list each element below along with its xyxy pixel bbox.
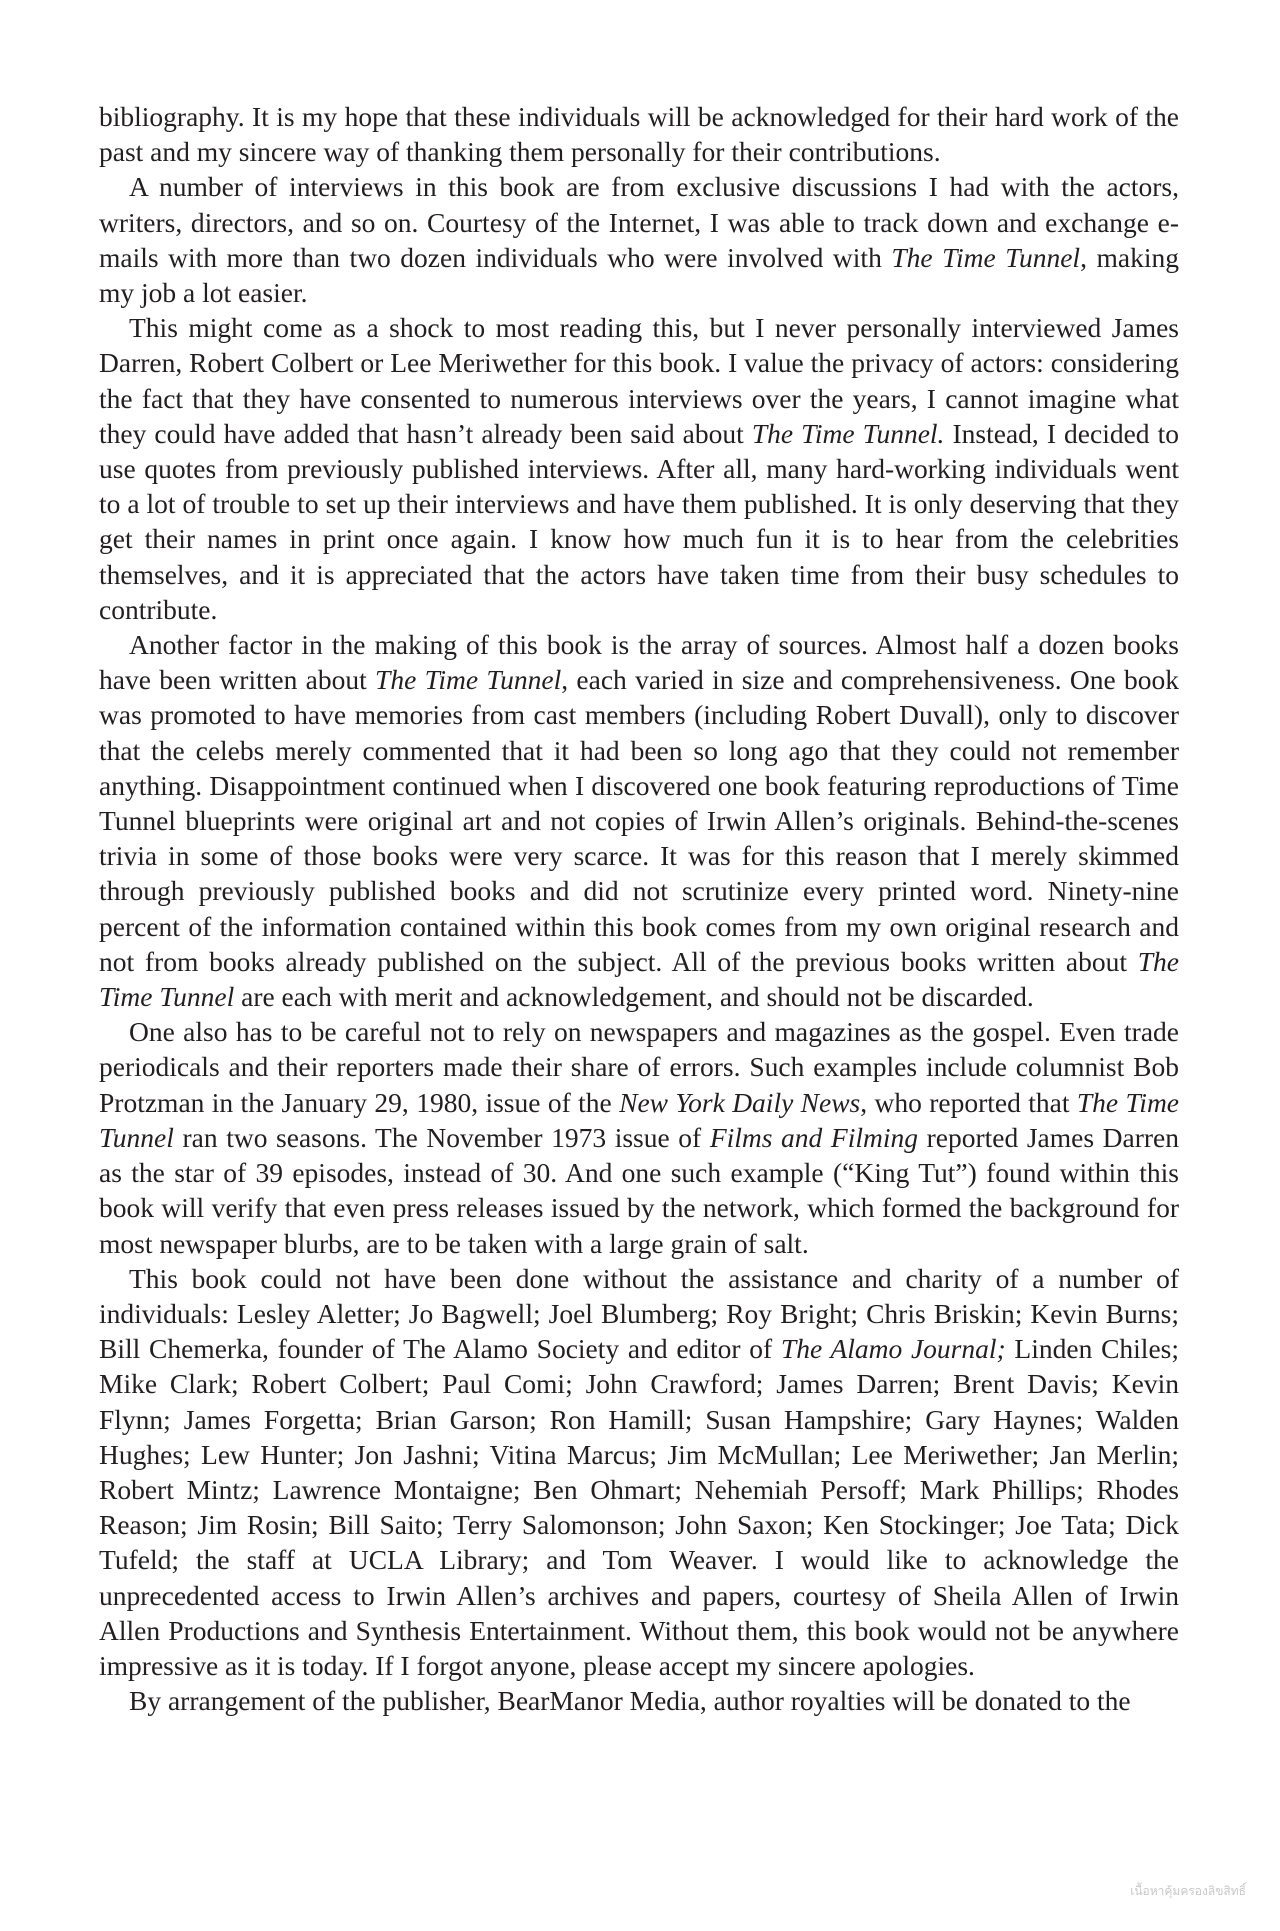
paragraph-0 [99,99,1179,169]
paragraph-3 [99,627,1179,1014]
text-run: This might come as a shock to most reading this, but I never personally interviewed James Darren, Robert Colbert or Lee Meriwether for this book. I value the privacy of actors: considering the fact that they have consented to numerous interviews over the years, I cannot imagine what they could have added that hasn’t already been said about [99,312,1179,449]
italic-title: The Time Tunnel [891,241,1081,273]
paragraph-6 [99,1683,1179,1718]
text-run: A number of interviews in this book are from exclusive discussions I had with the actors, writers, directors, and so on. Courtesy of the Internet, I was able to track down and exchange e-mails with more than two dozen individuals who were involved with [99,171,1179,273]
italic-title: The Time Tunnel [375,664,562,696]
text-run: are each with merit and acknowledgement, and should not be discarded. [234,981,1034,1013]
text-run: Another factor in the making of this book is the array of sources. Almost half a dozen books have been written about [99,629,1179,696]
text-run: By arrangement of the publisher, BearManor Media, author royalties will be donated to the [129,1685,1131,1717]
page-body [99,99,1179,1718]
text-run: Instead, I decided to use quotes from previously published interviews. After all, many hard-working individuals went to a lot of trouble to set up their interviews and have them published. It is only deserving that they get their names in print once again. I know how much fun it is to hear from the celebrities themselves, and it is appreciated that the actors have taken time from their busy schedules to contribute. [99,417,1180,625]
text-run: Linden Chiles; Mike Clark; Robert Colbert; Paul Comi; John Crawford; James Darren; Brent Davis; Kevin Flynn; James Forgetta; Brian Garson; Ron Hamill; Susan Hampshire; Gary Haynes; Walden Hughes; Lew Hunter; Jon Jashni; Vitina Marcus; Jim McMullan; Lee Meriwether; Jan Merlin; Robert Mintz; Lawrence Montaigne; Ben Ohmart; Nehemiah Persoff; Mark Phillips; Rhodes Reason; Jim Rosin; Bill Saito; Terry Salomonson; John Saxon; Ken Stockinger; Joe Tata; Dick Tufeld; the staff at UCLA Library; and Tom Weaver. I would like to acknowledge the unprecedented access to Irwin Allen’s archives and papers, courtesy of Sheila Allen of Irwin Allen Productions and Synthesis Entertainment. Without them, this book would not be anywhere impressive as it is today. If I forgot anyone, please accept my sincere apologies. [99,1333,1179,1681]
text-run: reported James Darren as the star of 39 episodes, instead of 30. And one such example (“King Tut”) found within this book will verify that even press releases issued by the network, which formed the background for most newspaper blurbs, are to be taken with a large grain of salt. [99,1121,1179,1259]
italic-title: The Time Tunnel [99,1086,1180,1153]
paragraph-2 [99,310,1179,627]
text-run: bibliography. It is my hope that these individuals will be acknowledged for their hard work of the past and my sincere way of thanking them personally for their contributions. [99,101,1179,168]
text-run: One also has to be careful not to rely on newspapers and magazines as the gospel. Even trade periodicals and their reporters made their share of errors. Such examples include columnist Bob Protzman in the January 29, 1980, issue of the [99,1016,1179,1118]
italic-title: Films and Filming [709,1121,918,1153]
copyright-watermark: เนื้อหาคุ้มครองลิขสิทธิ์ [1130,1884,1246,1898]
italic-title: The Time Tunnel [99,945,1179,1013]
italic-title: The Alamo Journal; [780,1333,1006,1365]
text-run: , who reported that [860,1086,1077,1118]
italic-title: New York Daily News [619,1086,861,1118]
paragraph-4 [99,1014,1179,1260]
paragraph-1 [99,169,1179,310]
italic-title: The Time Tunnel. [751,417,945,449]
paragraph-5 [99,1261,1179,1683]
text-run: ran two seasons. The November 1973 issue of [173,1121,710,1153]
text-run: , each varied in size and comprehensiveness. One book was promoted to have memories from cast members (including Robert Duvall), only to discover that the celebs merely commented that it had been so long ago that they could not remember anything. Disappointment continued when I discovered one book featuring reproductions of Time Tunnel blueprints were original art and not copies of Irwin Allen’s originals. Behind-the-scenes trivia in some of those books were very scarce. It was for this reason that I merely skimmed through previously published books and did not scrutinize every printed word. Ninety-nine percent of the information contained within this book comes from my own original research and not from books already published on the subject. All of the previous books written about [99,664,1179,977]
text-run: This book could not have been done without the assistance and charity of a number of individuals: Lesley Aletter; Jo Bagwell; Joel Blumberg; Roy Bright; Chris Briskin; Kevin Burns; Bill Chemerka, founder of The Alamo Society and editor of [99,1262,1179,1365]
text-run: , making my job a lot easier. [99,241,1179,309]
